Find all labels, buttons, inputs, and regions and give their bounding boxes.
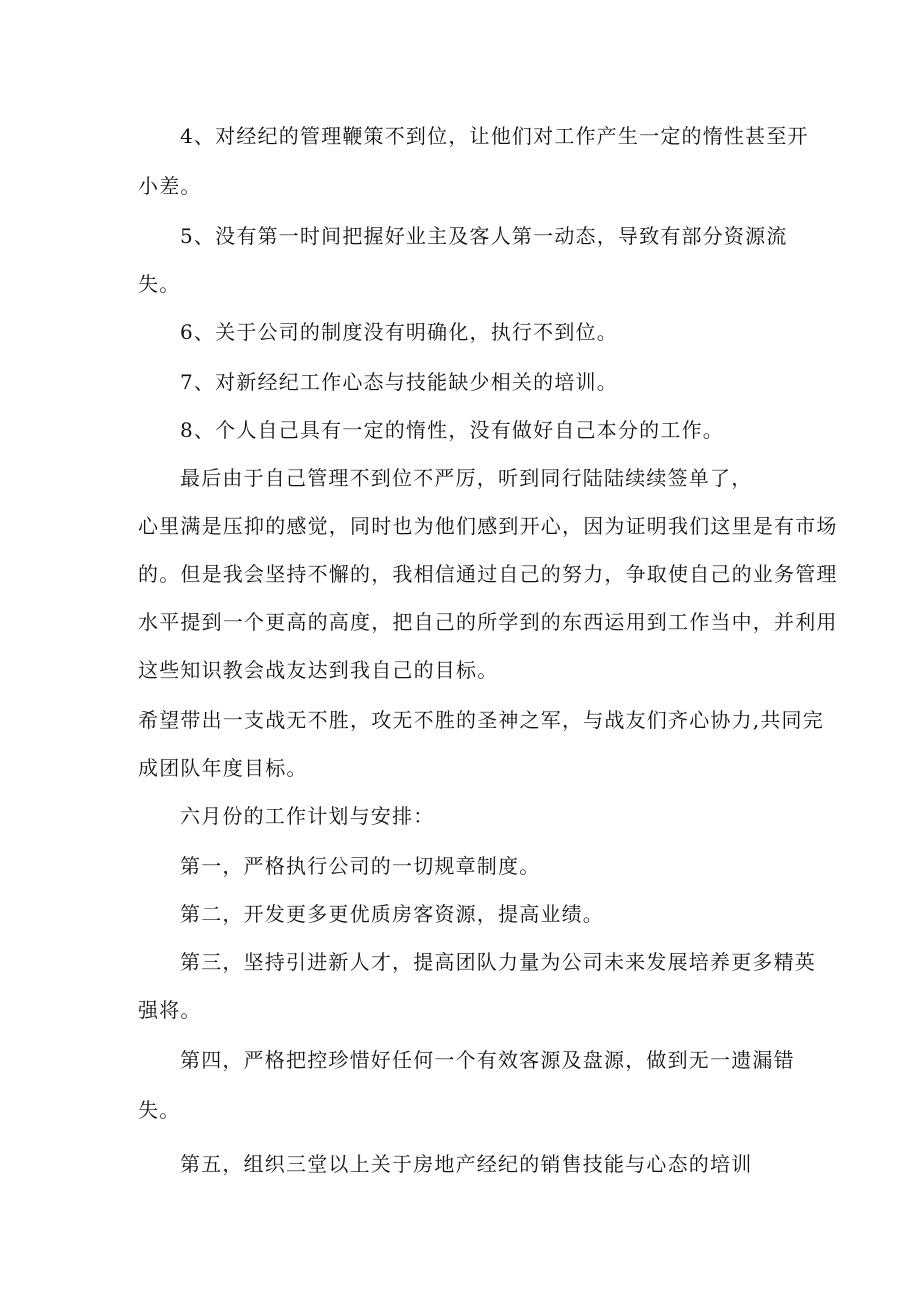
- text-line: 最后由于自己管理不到位不严厉，听到同行陆陆续续签单了，: [180, 466, 753, 490]
- text-line: 水平提到一个更高的高度，把自己的所学到的东西运用到工作当中，并利用: [138, 610, 838, 634]
- text-line: 第二，开发更多更优质房客资源，提高业绩。: [180, 902, 604, 926]
- text-line: 4、对经纪的管理鞭策不到位，让他们对工作产生一定的惰性甚至开: [180, 124, 809, 148]
- text-line: 8、个人自己具有一定的惰性，没有做好自己本分的工作。: [180, 418, 724, 442]
- text-line: 强将。: [138, 998, 202, 1022]
- text-line: 5、没有第一时间把握好业主及客人第一动态，导致有部分资源流: [180, 224, 788, 248]
- text-line: 六月份的工作计划与安排：: [180, 804, 435, 828]
- text-line: 小差。: [138, 174, 202, 198]
- text-line: 第三，坚持引进新人才，提高团队力量为公司未来发展培养更多精英: [180, 950, 816, 974]
- text-line: 第四，严格把控珍惜好任何一个有效客源及盘源，做到无一遗漏错: [180, 1048, 795, 1072]
- text-line: 心里满是压抑的感觉，同时也为他们感到开心，因为证明我们这里是有市场: [138, 514, 838, 538]
- text-line: 的。但是我会坚持不懈的，我相信通过自己的努力，争取使自己的业务管理: [138, 562, 838, 586]
- text-line: 第一，严格执行公司的一切规章制度。: [180, 854, 541, 878]
- text-line: 这些知识教会战友达到我自己的目标。: [138, 658, 499, 682]
- text-line: 失。: [138, 1098, 181, 1122]
- text-line: 6、关于公司的制度没有明确化，执行不到位。: [180, 320, 618, 344]
- text-line: 失。: [138, 272, 181, 296]
- text-line: 希望带出一支战无不胜，攻无不胜的圣神之军，与战友们齐心协力,共同完: [138, 708, 824, 732]
- text-line: 成团队年度目标。: [138, 756, 308, 780]
- text-line: 7、对新经纪工作心态与技能缺少相关的培训。: [180, 370, 618, 394]
- text-line: 第五，组织三堂以上关于房地产经纪的销售技能与心态的培训: [180, 1152, 753, 1176]
